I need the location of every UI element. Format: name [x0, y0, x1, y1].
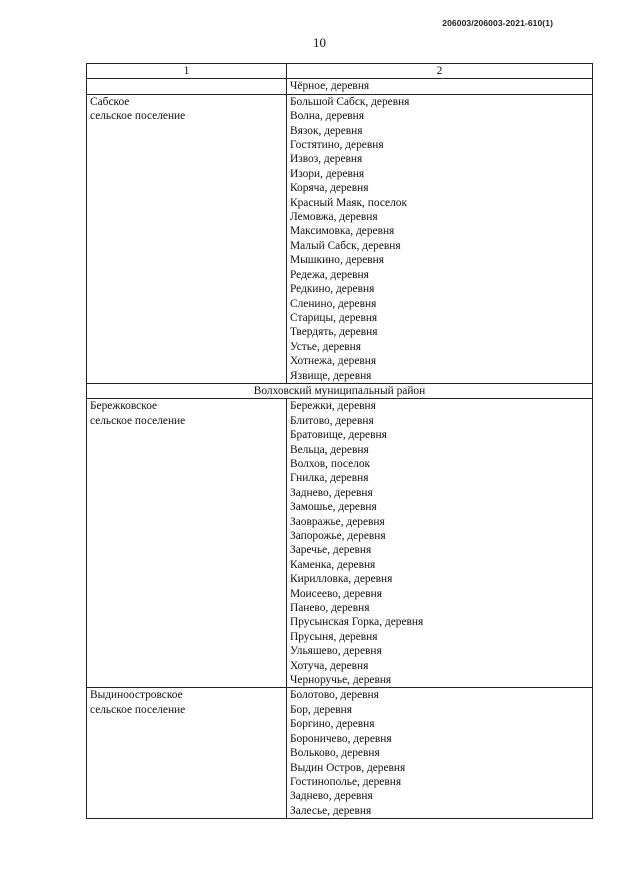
settlement-cell — [87, 688, 287, 819]
locality-item: Хотнежа, деревня — [290, 355, 377, 368]
locality-item: Ульяшево, деревня — [290, 645, 382, 658]
locality-item: Устье, деревня — [290, 340, 361, 353]
settlement-cell — [87, 79, 287, 94]
locality-item: Бережки, деревня — [290, 400, 376, 413]
locality-item: Бороничево, деревня — [290, 732, 392, 745]
locality-item: Запорожье, деревня — [290, 530, 386, 542]
locality-item: Прусыня, деревня — [290, 630, 378, 643]
locality-item: Большой Сабск, деревня — [290, 95, 410, 108]
locality-item: Боргино, деревня — [290, 718, 375, 731]
locality-item: Редежа, деревня — [290, 268, 369, 281]
locality-item: Прусынская Горка, деревня — [290, 616, 424, 629]
district-name: Волховский муниципальный район — [87, 383, 593, 398]
table-row — [87, 79, 593, 94]
localities-cell — [287, 688, 593, 819]
settlement-name-line: сельское поселение — [90, 110, 186, 123]
locality-item: Волна, деревня — [290, 110, 364, 123]
locality-item: Братовище, деревня — [290, 429, 387, 442]
document-id: 206003/206003-2021-610(1) — [442, 18, 553, 28]
settlement-cell — [87, 94, 287, 383]
locality-item: Малый Сабск, деревня — [290, 239, 401, 252]
locality-item: Редкино, деревня — [290, 283, 375, 296]
locality-item: Гостятино, деревня — [290, 139, 384, 152]
settlement-name-line: сельское поселение — [90, 703, 186, 716]
locality-item: Коряча, деревня — [290, 182, 369, 195]
locality-item: Максимовка, деревня — [290, 225, 395, 238]
locality-item: Старицы, деревня — [290, 311, 378, 324]
locality-item: Панево, деревня — [290, 602, 370, 615]
localities-cell — [287, 79, 593, 94]
settlement-name-line: Бережковское — [90, 400, 158, 413]
settlement-name-line: Сабское — [90, 95, 130, 108]
table-body — [87, 64, 593, 819]
locality-item: Хотуча, деревня — [290, 659, 369, 672]
settlement-name-line: сельское поселение — [90, 414, 186, 427]
settlement-name-line: Выдиноостровское — [90, 689, 183, 702]
locality-item: Черноручье, деревня — [290, 674, 392, 687]
settlement-cell — [87, 399, 287, 688]
localities-cell — [287, 399, 593, 688]
locality-item: Вельца, деревня — [290, 443, 369, 456]
locality-item: Залесье, деревня — [290, 804, 372, 817]
table-row — [87, 399, 593, 688]
locality-item: Бор, деревня — [290, 703, 352, 716]
page-number: 10 — [313, 35, 326, 50]
column-header-1: 1 — [87, 64, 287, 79]
locality-item: Замошье, деревня — [290, 501, 377, 514]
settlements-table — [86, 63, 593, 819]
locality-item: Вязок, деревня — [290, 124, 363, 137]
locality-item: Блитово, деревня — [290, 414, 374, 427]
locality-item: Моисеево, деревня — [290, 587, 382, 600]
locality-item: Извоз, деревня — [290, 153, 363, 166]
district-row — [87, 383, 593, 398]
table-row — [87, 94, 593, 383]
locality-item: Чёрное, деревня — [290, 80, 370, 93]
locality-item: Гостинополье, деревня — [290, 775, 402, 788]
locality-item: Изори, деревня — [290, 167, 365, 180]
locality-item: Мышкино, деревня — [290, 254, 384, 267]
locality-item: Болотово, деревня — [290, 689, 379, 702]
locality-item: Вольково, деревня — [290, 747, 380, 760]
column-header-2: 2 — [287, 64, 593, 79]
table-header-row — [87, 64, 593, 79]
table-row — [87, 688, 593, 819]
locality-item: Сленино, деревня — [290, 297, 377, 310]
locality-item: Заднево, деревня — [290, 790, 373, 803]
locality-item: Заречье, деревня — [290, 544, 372, 557]
localities-cell — [287, 94, 593, 383]
locality-item: Гнилка, деревня — [290, 472, 369, 485]
locality-item: Твердять, деревня — [290, 326, 378, 339]
locality-item: Заднево, деревня — [290, 486, 373, 499]
locality-item: Выдин Остров, деревня — [290, 761, 406, 774]
locality-item: Лемовжа, деревня — [290, 211, 378, 224]
locality-item: Язвище, деревня — [290, 369, 372, 382]
locality-item: Заовражье, деревня — [290, 515, 385, 528]
locality-item: Волхов, поселок — [290, 457, 371, 470]
locality-item: Кирилловка, деревня — [290, 573, 393, 586]
locality-item: Красный Маяк, поселок — [290, 196, 407, 209]
locality-item: Каменка, деревня — [290, 558, 376, 571]
